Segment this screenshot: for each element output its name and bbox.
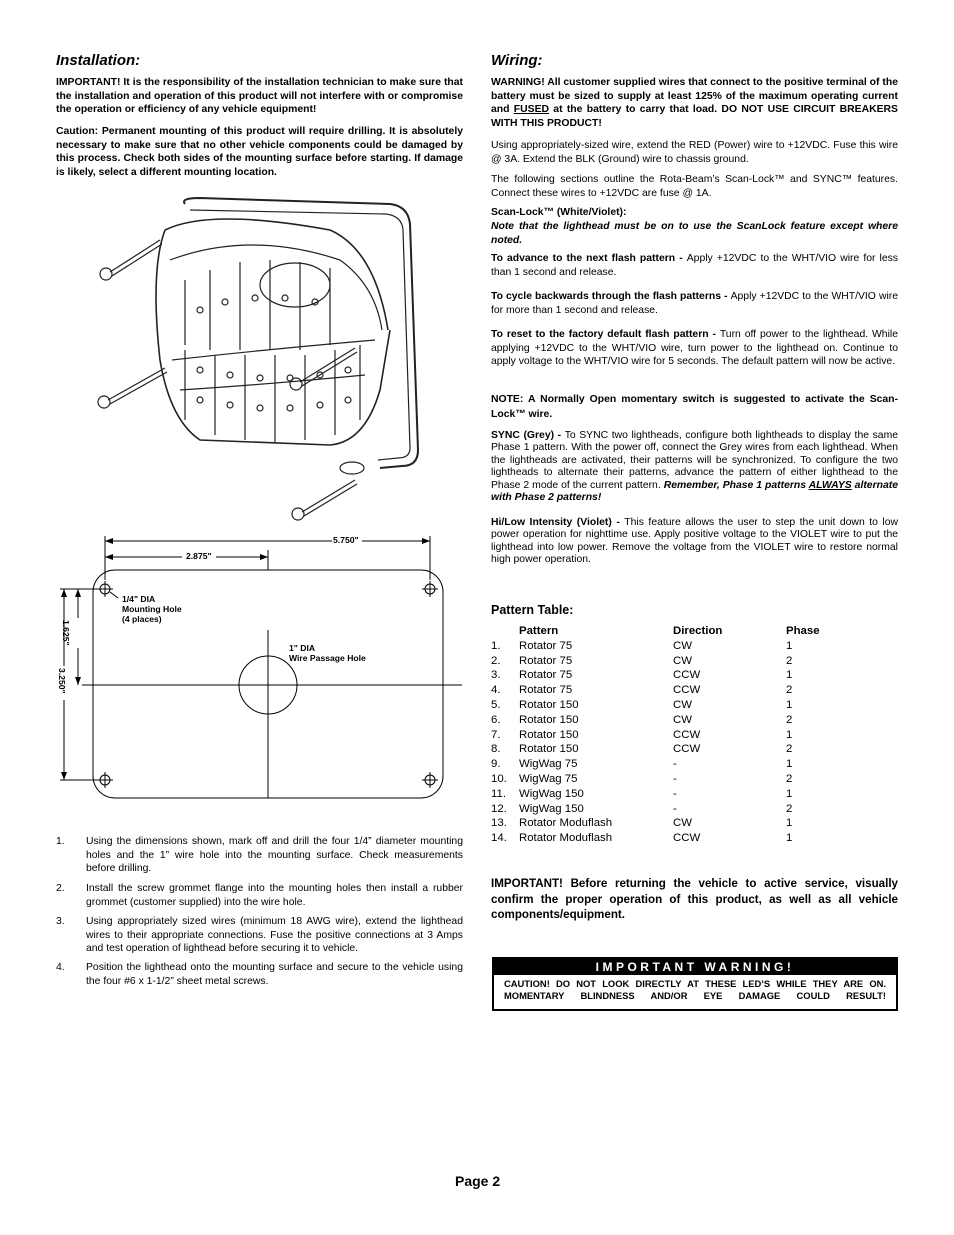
table-cell-phase: 2	[786, 713, 793, 726]
table-cell-num: 8.	[491, 743, 501, 756]
table-cell-direction: CCW	[673, 728, 701, 741]
pattern-table	[491, 624, 898, 846]
mounting-hole-label: 1/4" DIA Mounting Hole (4 places)	[122, 594, 182, 624]
table-cell-direction: CCW	[673, 669, 701, 682]
table-row	[491, 728, 898, 743]
table-cell-num: 1.	[491, 639, 501, 652]
mounting-template-drawing	[56, 530, 466, 805]
table-cell-direction: -	[673, 772, 677, 785]
scanlock-advance: To advance to the next flash pattern - Apply +12VDC to the WHT/VIO wire for less than 1 second and release.	[491, 253, 898, 278]
installation-caution: Caution: Permanent mounting of this product will require drilling. It is absolutely necessary to make sure that no other vehicle components could be damaged by this process. Check both sides of the mounting surface before starting. If damage is likely, select a different mounting location.	[56, 126, 463, 178]
table-cell-direction: CW	[673, 817, 692, 830]
scanlock-title: Scan-Lock™ (White/Violet):	[491, 207, 627, 218]
table-cell-phase: 2	[786, 772, 793, 785]
wiring-power: Using appropriately-sized wire, extend the RED (Power) wire to +12VDC. Fuse this wire @ 3A. Extend the BLK (Ground) wire to chassis ground.	[491, 140, 898, 165]
table-cell-pattern: Rotator 75	[519, 654, 573, 667]
hilo-paragraph: Hi/Low Intensity (Violet) - This feature allows the user to step the unit down to low power operation for nighttime use. Apply positive voltage to the VIOLET wire to put the lighthead into low power. Remove the voltage from the VIOLET wire to restore normal high power operation.	[491, 517, 898, 566]
table-cell-num: 6.	[491, 713, 501, 726]
table-cell-direction: CCW	[673, 743, 701, 756]
table-cell-pattern: WigWag 75	[519, 772, 578, 785]
table-cell-phase: 2	[786, 743, 793, 756]
table-row	[491, 683, 898, 698]
table-cell-num: 12.	[491, 802, 507, 815]
table-row	[491, 816, 898, 831]
scanlock-switch-note: NOTE: A Normally Open momentary switch is suggested to activate the Scan-Lock™ wire.	[491, 394, 898, 420]
table-cell-pattern: Rotator 75	[519, 684, 573, 697]
dim-full-height: 3.250"	[57, 668, 67, 694]
table-cell-pattern: Rotator 150	[519, 713, 579, 726]
table-cell-num: 9.	[491, 758, 501, 771]
table-cell-pattern: WigWag 150	[519, 787, 584, 800]
lighthead-illustration	[90, 190, 430, 525]
table-cell-num: 13.	[491, 817, 507, 830]
table-cell-pattern: WigWag 150	[519, 802, 584, 815]
important-warning-box	[492, 957, 898, 1011]
important-return-note: IMPORTANT! Before returning the vehicle to active service, visually confirm the proper operation of this product, as well as all vehicle components/equipment.	[491, 877, 898, 921]
warning-box-title: IMPORTANT WARNING!	[494, 959, 896, 975]
pattern-table-title: Pattern Table:	[491, 603, 574, 617]
table-cell-phase: 1	[786, 669, 793, 682]
table-row	[491, 654, 898, 669]
table-row	[491, 772, 898, 787]
table-cell-direction: CW	[673, 713, 692, 726]
table-cell-phase: 1	[786, 758, 793, 771]
table-cell-pattern: Rotator 75	[519, 669, 573, 682]
table-cell-pattern: Rotator Moduflash	[519, 832, 613, 845]
table-cell-direction: CW	[673, 698, 692, 711]
wiring-warning: WARNING! All customer supplied wires that connect to the positive terminal of the battery must be sized to supply at least 125% of the maximum operating current and FUSED at the battery to carry that load. DO NOT USE CIRCUIT BREAKERS WITH THIS PRODUCT!	[491, 77, 898, 129]
dim-half-height: 1.625"	[61, 620, 71, 646]
table-cell-phase: 1	[786, 639, 793, 652]
table-cell-direction: CW	[673, 654, 692, 667]
table-cell-num: 14.	[491, 832, 507, 845]
table-cell-num: 5.	[491, 698, 501, 711]
table-cell-phase: 2	[786, 654, 793, 667]
page-number: Page 2	[455, 1173, 501, 1189]
dim-half-width: 2.875"	[186, 551, 212, 561]
table-cell-phase: 2	[786, 802, 793, 815]
table-cell-direction: -	[673, 787, 677, 800]
table-cell-num: 11.	[491, 787, 506, 800]
scanlock-reset: To reset to the factory default flash pattern - Turn off power to the lighthead. While applying +12VDC to the WHT/VIO wire, turn power to the lighthead on. Continue to apply voltage to the WHT/VIO wire for 5 seconds. The default pattern will now be active.	[491, 329, 898, 368]
installation-title: Installation:	[56, 52, 141, 69]
sync-paragraph: SYNC (Grey) - To SYNC two lightheads, configure both lightheads to display the same Phase 1 pattern. With the power off, connect the Grey wires from each lighthead. When the lightheads are activated, their patterns will be synchronized. To configure the two lightheads to alternate their patterns, advance the pattern of either lighthead to the Phase 2 mode of the current pattern. Remember, Phase 1 patterns ALWAYS alternate with Phase 2 patterns!	[491, 430, 898, 504]
warning-box-text: CAUTION! DO NOT LOOK DIRECTLY AT THESE LED’S WHILE THEY ARE ON. MOMENTARY BLINDNESS AND/OR EYE DAMAGE COULD RESULT!	[504, 978, 886, 1002]
table-cell-num: 4.	[491, 684, 501, 697]
table-row	[491, 787, 898, 802]
table-cell-direction: -	[673, 758, 677, 771]
table-cell-pattern: Rotator 150	[519, 743, 579, 756]
table-cell-direction: CCW	[673, 684, 701, 697]
table-row	[491, 639, 898, 654]
table-row	[491, 668, 898, 683]
table-cell-num: 2.	[491, 654, 501, 667]
table-cell-pattern: Rotator 75	[519, 639, 573, 652]
table-row	[491, 831, 898, 846]
table-cell-pattern: Rotator Moduflash	[519, 817, 613, 830]
scanlock-note: Note that the lighthead must be on to use the ScanLock feature except where noted.	[491, 221, 898, 246]
dim-overall-width: 5.750"	[333, 535, 359, 545]
table-row	[491, 713, 898, 728]
table-cell-phase: 1	[786, 728, 793, 741]
table-row	[491, 802, 898, 817]
table-cell-num: 10.	[491, 772, 507, 785]
table-header: Pattern Direction Phase	[519, 625, 820, 637]
wiring-features: The following sections outline the Rota-Beam’s Scan-Lock™ and SYNC™ features. Connect these wires to +12VDC are fuse @ 1A.	[491, 174, 898, 199]
wire-hole-label: 1" DIA Wire Passage Hole	[289, 643, 366, 663]
table-cell-num: 7.	[491, 728, 501, 741]
installation-important: IMPORTANT! It is the responsibility of the installation technician to make sure that the installation and operation of this product will not interfere with or compromise the operation or efficiency of any vehicle equipment!	[56, 77, 463, 116]
table-cell-phase: 1	[786, 817, 793, 830]
table-cell-pattern: Rotator 150	[519, 698, 579, 711]
wiring-title: Wiring:	[491, 52, 543, 69]
table-cell-direction: CCW	[673, 832, 701, 845]
table-body	[491, 639, 898, 846]
table-cell-num: 3.	[491, 669, 501, 682]
table-cell-phase: 1	[786, 787, 793, 800]
table-cell-direction: CW	[673, 639, 692, 652]
table-cell-pattern: WigWag 75	[519, 758, 578, 771]
table-row	[491, 742, 898, 757]
table-row	[491, 698, 898, 713]
table-cell-phase: 1	[786, 698, 793, 711]
table-cell-direction: -	[673, 802, 677, 815]
table-row	[491, 757, 898, 772]
table-cell-pattern: Rotator 150	[519, 728, 579, 741]
table-cell-phase: 2	[786, 684, 793, 697]
table-cell-phase: 1	[786, 832, 793, 845]
scanlock-backward: To cycle backwards through the flash patterns - Apply +12VDC to the WHT/VIO wire for more than 1 second and release.	[491, 291, 898, 316]
